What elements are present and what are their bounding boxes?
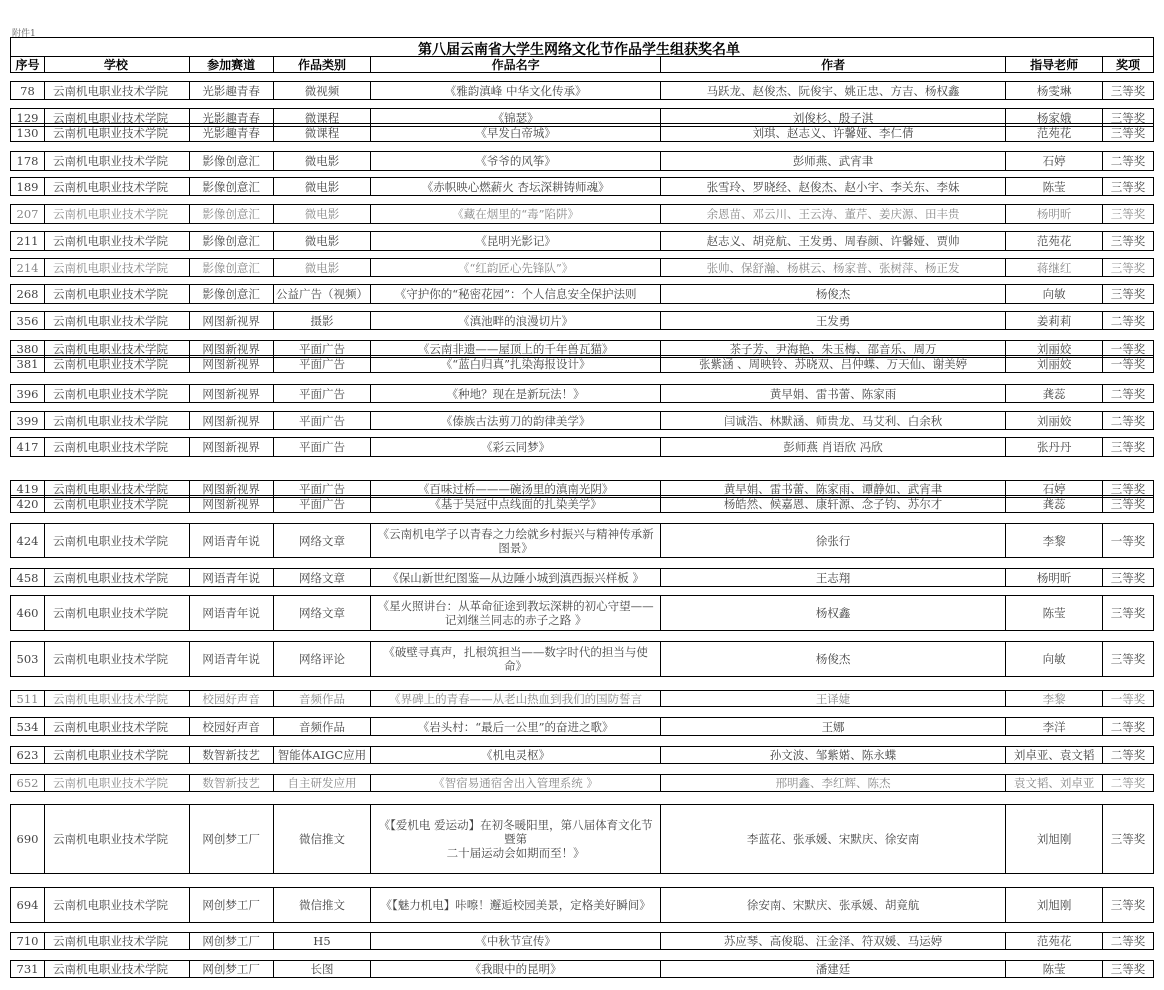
authors-cell: 刘琪、赵志义、许馨娅、李仁倩 xyxy=(661,124,1006,141)
column-header-advisor: 指导老师 xyxy=(1006,57,1103,72)
award-cell: 三等奖 xyxy=(1110,179,1146,194)
advisor-cell: 石婷 xyxy=(1006,481,1103,497)
table-row xyxy=(10,690,1154,707)
table-row xyxy=(10,411,1154,430)
authors-cell: 潘建廷 xyxy=(661,961,1006,977)
authors-cell: 杨俊杰 xyxy=(661,285,1006,303)
column-header-track: 参加赛道 xyxy=(190,57,274,72)
award-cell: 二等奖 xyxy=(1110,154,1146,168)
track-cell: 影像创意汇 xyxy=(190,232,274,250)
advisor-cell: 龚蕊 xyxy=(1006,385,1103,402)
advisor-cell: 陈莹 xyxy=(1006,178,1103,195)
track-cell: 网语青年说 xyxy=(190,642,274,676)
work-title-cell: 《【魅力机电】咔嚓！邂逅校园美景，定格美好瞬间》 xyxy=(371,888,661,922)
track-cell: 网语青年说 xyxy=(190,524,274,557)
school-cell: 云南机电职业技术学院 xyxy=(45,152,190,170)
track-cell: 校园好声音 xyxy=(190,718,274,735)
award-cell: 三等奖 xyxy=(1110,570,1146,585)
award-cell: 三等奖 xyxy=(1110,652,1146,666)
category-cell: 平面广告 xyxy=(274,438,372,456)
column-header-category: 作品类别 xyxy=(274,57,372,72)
table-row xyxy=(10,746,1154,764)
category-cell: 微电影 xyxy=(274,232,372,250)
award-cell: 一等奖 xyxy=(1110,357,1146,371)
award-cell: 二等奖 xyxy=(1110,413,1146,428)
work-title-cell: 《云南非遗——屋顶上的千年兽瓦猫》 xyxy=(371,341,660,357)
category-cell: 自主研发应用 xyxy=(274,775,372,791)
authors-cell: 王志翔 xyxy=(661,569,1006,586)
seq-cell: 511 xyxy=(11,691,45,706)
track-cell: 网图新视界 xyxy=(190,438,274,456)
school-cell: 云南机电职业技术学院 xyxy=(45,124,190,141)
seq-cell: 460 xyxy=(11,596,45,630)
school-cell: 云南机电职业技术学院 xyxy=(45,341,190,357)
category-cell: 长图 xyxy=(274,961,372,977)
table-row xyxy=(10,595,1154,631)
track-cell: 网图新视界 xyxy=(190,385,274,402)
authors-cell: 赵志义、胡竞航、王发勇、周春颜、许馨娅、贾帅 xyxy=(661,232,1006,250)
table-row xyxy=(10,932,1154,950)
seq-cell: 534 xyxy=(11,718,45,735)
award-cell: 三等奖 xyxy=(1110,234,1146,248)
advisor-cell: 范苑花 xyxy=(1006,232,1103,250)
seq-cell: 380 xyxy=(11,341,45,357)
award-cell: 三等奖 xyxy=(1110,497,1146,511)
track-cell: 网图新视界 xyxy=(190,496,274,512)
work-title-cell: 《星火照讲台：从革命征途到教坛深耕的初心守望——记刘继兰同志的赤子之路 》 xyxy=(371,596,661,630)
table-row xyxy=(10,355,1154,373)
authors-cell: 彭师燕 肖语欣 冯欣 xyxy=(661,438,1006,456)
seq-cell: 207 xyxy=(11,205,45,223)
work-title-cell: 《种地？现在是新玩法！》 xyxy=(371,385,660,402)
seq-cell: 356 xyxy=(11,312,45,329)
track-cell: 网创梦工厂 xyxy=(190,805,274,873)
school-cell: 云南机电职业技术学院 xyxy=(45,385,190,402)
seq-cell: 129 xyxy=(11,109,45,126)
authors-cell: 李蓝花、张承媛、宋默庆、徐安南 xyxy=(661,805,1006,873)
authors-cell: 王发勇 xyxy=(661,312,1006,329)
award-cell: 三等奖 xyxy=(1110,125,1146,140)
award-cell: 三等奖 xyxy=(1110,260,1146,275)
seq-cell: 690 xyxy=(11,805,45,873)
authors-cell: 彭师燕、武宵聿 xyxy=(661,152,1006,170)
advisor-cell: 刘旭刚 xyxy=(1006,805,1103,873)
authors-cell: 余恩苗、邓云川、王云涛、董芹、姜庆源、田丰贵 xyxy=(661,205,1006,223)
advisor-cell: 刘卓亚、袁文韬 xyxy=(1006,747,1103,763)
work-title-cell: 《昆明光影记》 xyxy=(371,232,660,250)
track-cell: 网图新视界 xyxy=(190,412,274,429)
work-title-cell: 《早发白帝城》 xyxy=(371,124,660,141)
category-cell: 微电影 xyxy=(274,178,372,195)
track-cell: 影像创意汇 xyxy=(190,285,274,303)
award-cell: 二等奖 xyxy=(1110,386,1146,401)
work-title-cell: 《百味过桥———碗汤里的滇南光阴》 xyxy=(371,481,660,497)
seq-cell: 710 xyxy=(11,933,45,949)
table-row xyxy=(10,258,1154,277)
seq-cell: 420 xyxy=(11,496,45,512)
seq-cell: 623 xyxy=(11,747,45,763)
column-header-seq: 序号 xyxy=(11,57,45,72)
work-title-cell: 《基于吴冠中点线面的扎染美学》 xyxy=(371,496,660,512)
category-cell: 平面广告 xyxy=(274,496,372,512)
advisor-cell: 张丹丹 xyxy=(1006,438,1103,456)
authors-cell: 闫诚浩、林默涵、师贵龙、马艾利、白余秋 xyxy=(661,412,1006,429)
seq-cell: 419 xyxy=(11,481,45,497)
column-header-authors: 作者 xyxy=(661,57,1006,72)
school-cell: 云南机电职业技术学院 xyxy=(45,285,190,303)
table-row xyxy=(10,804,1154,874)
work-title-cell: 《“蓝白归真”扎染海报设计》 xyxy=(371,356,660,372)
table-row xyxy=(10,311,1154,330)
school-cell: 云南机电职业技术学院 xyxy=(45,961,190,977)
category-cell: 网络评论 xyxy=(274,642,372,676)
category-cell: 平面广告 xyxy=(274,341,372,357)
page-title: 第八届云南省大学生网络文化节作品学生组获奖名单 xyxy=(418,42,740,58)
advisor-cell: 龚蕊 xyxy=(1006,496,1103,512)
work-title-cell: 《锦瑟》 xyxy=(371,109,660,126)
advisor-cell: 李洋 xyxy=(1006,718,1103,735)
work-title-cell: 《破壁寻真声，扎根筑担当——数字时代的担当与使命》 xyxy=(371,642,661,676)
advisor-cell: 杨雯琳 xyxy=(1006,82,1103,99)
school-cell: 云南机电职业技术学院 xyxy=(45,805,190,873)
advisor-cell: 陈莹 xyxy=(1006,596,1103,630)
track-cell: 网语青年说 xyxy=(190,569,274,586)
school-cell: 云南机电职业技术学院 xyxy=(45,109,190,126)
award-cell: 二等奖 xyxy=(1110,313,1146,328)
advisor-cell: 刘丽姣 xyxy=(1006,412,1103,429)
advisor-cell: 向敏 xyxy=(1006,285,1103,303)
track-cell: 网创梦工厂 xyxy=(190,961,274,977)
seq-cell: 731 xyxy=(11,961,45,977)
advisor-cell: 李黎 xyxy=(1006,691,1103,706)
advisor-cell: 杨明昕 xyxy=(1006,569,1103,586)
advisor-cell: 范苑花 xyxy=(1006,933,1103,949)
authors-cell: 张紫涵 、周映铃、苏晓双、吕仲蝶、万天仙、谢美婷 xyxy=(661,356,1006,372)
annex-label: 附件1 xyxy=(12,29,36,39)
track-cell: 影像创意汇 xyxy=(190,205,274,223)
table-row xyxy=(10,384,1154,403)
seq-cell: 381 xyxy=(11,356,45,372)
table-row xyxy=(10,717,1154,736)
track-cell: 网创梦工厂 xyxy=(190,888,274,922)
advisor-cell: 杨家娥 xyxy=(1006,109,1103,126)
school-cell: 云南机电职业技术学院 xyxy=(45,569,190,586)
category-cell: 网络文章 xyxy=(274,596,372,630)
seq-cell: 694 xyxy=(11,888,45,922)
award-cell: 三等奖 xyxy=(1110,207,1146,221)
authors-cell: 张雪玲、罗晓经、赵俊杰、赵小宇、李关东、李妹 xyxy=(661,178,1006,195)
school-cell: 云南机电职业技术学院 xyxy=(45,178,190,195)
award-cell: 三等奖 xyxy=(1110,898,1146,912)
award-cell: 一等奖 xyxy=(1110,533,1146,548)
authors-cell: 孙文波、邹紫婼、陈永蝶 xyxy=(661,747,1006,763)
seq-cell: 214 xyxy=(11,259,45,276)
authors-cell: 黄早娟、雷书蕾、陈家雨、谭静如、武宵聿 xyxy=(661,481,1006,497)
advisor-cell: 石婷 xyxy=(1006,152,1103,170)
column-header-award: 奖项 xyxy=(1116,57,1141,72)
column-header-school: 学校 xyxy=(45,57,190,72)
work-title-cell: 《傣族古法剪刀的韵律美学》 xyxy=(371,412,660,429)
school-cell: 云南机电职业技术学院 xyxy=(45,775,190,791)
category-cell: 微信推文 xyxy=(274,805,372,873)
category-cell: 音频作品 xyxy=(274,718,372,735)
school-cell: 云南机电职业技术学院 xyxy=(45,481,190,497)
award-cell: 三等奖 xyxy=(1110,110,1146,125)
award-cell: 一等奖 xyxy=(1110,342,1146,356)
seq-cell: 130 xyxy=(11,124,45,141)
award-cell: 三等奖 xyxy=(1110,83,1146,98)
school-cell: 云南机电职业技术学院 xyxy=(45,718,190,735)
seq-cell: 211 xyxy=(11,232,45,250)
advisor-cell: 蒋继红 xyxy=(1006,259,1103,276)
school-cell: 云南机电职业技术学院 xyxy=(45,438,190,456)
table-row xyxy=(10,523,1154,558)
track-cell: 校园好声音 xyxy=(190,691,274,706)
authors-cell: 王译婕 xyxy=(661,691,1006,706)
authors-cell: 邢明鑫、李红辉、陈杰 xyxy=(661,775,1006,791)
track-cell: 网创梦工厂 xyxy=(190,933,274,949)
advisor-cell: 李黎 xyxy=(1006,524,1103,557)
school-cell: 云南机电职业技术学院 xyxy=(45,642,190,676)
work-title-cell: 《守护你的“秘密花园”：个人信息安全保护法则 xyxy=(371,285,660,303)
table-row xyxy=(10,177,1154,196)
award-cell: 三等奖 xyxy=(1110,440,1146,454)
award-cell: 二等奖 xyxy=(1110,776,1146,790)
school-cell: 云南机电职业技术学院 xyxy=(45,691,190,706)
award-cell: 三等奖 xyxy=(1110,962,1146,976)
column-header-work-title: 作品名字 xyxy=(371,57,660,72)
work-title-cell: 《赤帜映心燃薪火 杏坛深耕铸师魂》 xyxy=(371,178,660,195)
table-row xyxy=(10,887,1154,923)
seq-cell: 417 xyxy=(11,438,45,456)
category-cell: 微电影 xyxy=(274,259,372,276)
school-cell: 云南机电职业技术学院 xyxy=(45,888,190,922)
advisor-cell: 刘丽姣 xyxy=(1006,341,1103,357)
category-cell: 平面广告 xyxy=(274,412,372,429)
track-cell: 数智新技艺 xyxy=(190,775,274,791)
award-cell: 三等奖 xyxy=(1110,482,1146,496)
work-title-cell: 《界碑上的青春——从老山热血到我们的国防誓言 xyxy=(371,691,660,706)
table-row xyxy=(10,204,1154,224)
work-title-cell: 《我眼中的昆明》 xyxy=(371,961,660,977)
seq-cell: 268 xyxy=(11,285,45,303)
track-cell: 网图新视界 xyxy=(190,356,274,372)
authors-cell: 王娜 xyxy=(661,718,1006,735)
category-cell: 公益广告（视频） xyxy=(274,285,372,303)
table-row xyxy=(10,641,1154,677)
school-cell: 云南机电职业技术学院 xyxy=(45,747,190,763)
track-cell: 光影趣青春 xyxy=(190,124,274,141)
work-title-cell: 《藏在烟里的“毒”陷阱》 xyxy=(371,205,660,223)
award-cell: 三等奖 xyxy=(1110,287,1146,301)
table-row xyxy=(10,495,1154,513)
category-cell: 微课程 xyxy=(274,124,372,141)
award-cell: 二等奖 xyxy=(1110,719,1146,734)
seq-cell: 399 xyxy=(11,412,45,429)
work-title-cell: 《彩云同梦》 xyxy=(371,438,660,456)
table-row xyxy=(10,81,1154,100)
authors-cell: 刘俊杉、殷子淇 xyxy=(661,109,1006,126)
category-cell: 智能体AIGC应用 xyxy=(274,747,372,763)
track-cell: 网语青年说 xyxy=(190,596,274,630)
category-cell: H5 xyxy=(274,933,372,949)
seq-cell: 78 xyxy=(11,82,45,99)
school-cell: 云南机电职业技术学院 xyxy=(45,933,190,949)
school-cell: 云南机电职业技术学院 xyxy=(45,232,190,250)
school-cell: 云南机电职业技术学院 xyxy=(45,259,190,276)
authors-cell: 苏应琴、高俊聪、汪金泽、符双媛、马运婷 xyxy=(661,933,1006,949)
school-cell: 云南机电职业技术学院 xyxy=(45,412,190,429)
table-row xyxy=(10,151,1154,171)
work-title-cell: 《爷爷的风筝》 xyxy=(371,152,660,170)
school-cell: 云南机电职业技术学院 xyxy=(45,596,190,630)
category-cell: 微电影 xyxy=(274,152,372,170)
work-title-cell: 《雅韵滇峰 中华文化传承》 xyxy=(371,82,660,99)
seq-cell: 424 xyxy=(11,524,45,557)
award-cell: 二等奖 xyxy=(1110,934,1146,948)
category-cell: 网络文章 xyxy=(274,569,372,586)
advisor-cell: 刘旭刚 xyxy=(1006,888,1103,922)
authors-cell: 茶子芳、尹海艳、朱玉梅、邵音乐、周万 xyxy=(661,341,1006,357)
work-title-cell: 《岩头村：“最后一公里”的奋进之歌》 xyxy=(371,718,660,735)
school-cell: 云南机电职业技术学院 xyxy=(45,205,190,223)
category-cell: 平面广告 xyxy=(274,385,372,402)
work-title-cell: 《中秋节宣传》 xyxy=(371,933,660,949)
track-cell: 数智新技艺 xyxy=(190,747,274,763)
table-row xyxy=(10,284,1154,304)
work-title-cell: 《“红韵匠心先锋队”》 xyxy=(371,259,660,276)
category-cell: 微电影 xyxy=(274,205,372,223)
track-cell: 光影趣青春 xyxy=(190,109,274,126)
advisor-cell: 刘丽姣 xyxy=(1006,356,1103,372)
authors-cell: 张帅、保舒瀚、杨棋云、杨家普、张树萍、杨正发 xyxy=(661,259,1006,276)
award-cell: 一等奖 xyxy=(1110,691,1146,706)
table-header-row xyxy=(10,56,1154,73)
track-cell: 网图新视界 xyxy=(190,481,274,497)
seq-cell: 503 xyxy=(11,642,45,676)
seq-cell: 652 xyxy=(11,775,45,791)
category-cell: 平面广告 xyxy=(274,481,372,497)
category-cell: 平面广告 xyxy=(274,356,372,372)
school-cell: 云南机电职业技术学院 xyxy=(45,82,190,99)
table-row xyxy=(10,437,1154,457)
authors-cell: 杨皓然、候嘉恩、康轩源、念子钧、苏尔才 xyxy=(661,496,1006,512)
advisor-cell: 杨明昕 xyxy=(1006,205,1103,223)
track-cell: 网图新视界 xyxy=(190,312,274,329)
school-cell: 云南机电职业技术学院 xyxy=(45,312,190,329)
award-table xyxy=(10,37,1154,976)
award-cell: 三等奖 xyxy=(1110,606,1146,620)
table-row xyxy=(10,960,1154,978)
advisor-cell: 袁文韬、刘卓亚 xyxy=(1006,775,1103,791)
work-title-cell: 《智宿易通宿舍出入管理系统 》 xyxy=(371,775,660,791)
table-row xyxy=(10,774,1154,792)
category-cell: 网络文章 xyxy=(274,524,372,557)
track-cell: 光影趣青春 xyxy=(190,82,274,99)
seq-cell: 189 xyxy=(11,178,45,195)
authors-cell: 徐张行 xyxy=(661,524,1006,557)
work-title-cell: 《机电灵枢》 xyxy=(371,747,660,763)
category-cell: 微视频 xyxy=(274,82,372,99)
work-title-cell: 《【爱机电 爱运动】在初冬暖阳里，第八届体育文化节暨第 二十届运动会如期而至！》 xyxy=(371,805,661,873)
school-cell: 云南机电职业技术学院 xyxy=(45,356,190,372)
authors-cell: 徐安南、宋默庆、张承媛、胡竟航 xyxy=(661,888,1006,922)
school-cell: 云南机电职业技术学院 xyxy=(45,496,190,512)
track-cell: 影像创意汇 xyxy=(190,259,274,276)
authors-cell: 黄早娟、雷书蕾、陈家雨 xyxy=(661,385,1006,402)
work-title-cell: 《滇池畔的浪漫切片》 xyxy=(371,312,660,329)
work-title-cell: 《云南机电学子以青春之力绘就乡村振兴与精神传承新图景》 xyxy=(371,524,661,557)
table-row xyxy=(10,231,1154,251)
category-cell: 微信推文 xyxy=(274,888,372,922)
advisor-cell: 姜莉莉 xyxy=(1006,312,1103,329)
category-cell: 摄影 xyxy=(274,312,372,329)
seq-cell: 458 xyxy=(11,569,45,586)
table-row xyxy=(10,123,1154,142)
category-cell: 微课程 xyxy=(274,109,372,126)
table-row xyxy=(10,568,1154,587)
category-cell: 音频作品 xyxy=(274,691,372,706)
award-cell: 三等奖 xyxy=(1110,832,1146,846)
award-cell: 二等奖 xyxy=(1110,748,1146,762)
track-cell: 网图新视界 xyxy=(190,341,274,357)
title-row xyxy=(10,37,1154,56)
school-cell: 云南机电职业技术学院 xyxy=(45,524,190,557)
advisor-cell: 范苑花 xyxy=(1006,124,1103,141)
track-cell: 影像创意汇 xyxy=(190,178,274,195)
authors-cell: 杨俊杰 xyxy=(661,642,1006,676)
work-title-cell: 《保山新世纪图鉴—从边陲小城到滇西振兴样板 》 xyxy=(371,569,660,586)
seq-cell: 396 xyxy=(11,385,45,402)
authors-cell: 马跃龙、赵俊杰、阮俊宇、姚正忠、方吉、杨权鑫 xyxy=(661,82,1006,99)
seq-cell: 178 xyxy=(11,152,45,170)
track-cell: 影像创意汇 xyxy=(190,152,274,170)
advisor-cell: 向敏 xyxy=(1006,642,1103,676)
advisor-cell: 陈莹 xyxy=(1006,961,1103,977)
authors-cell: 杨权鑫 xyxy=(661,596,1006,630)
